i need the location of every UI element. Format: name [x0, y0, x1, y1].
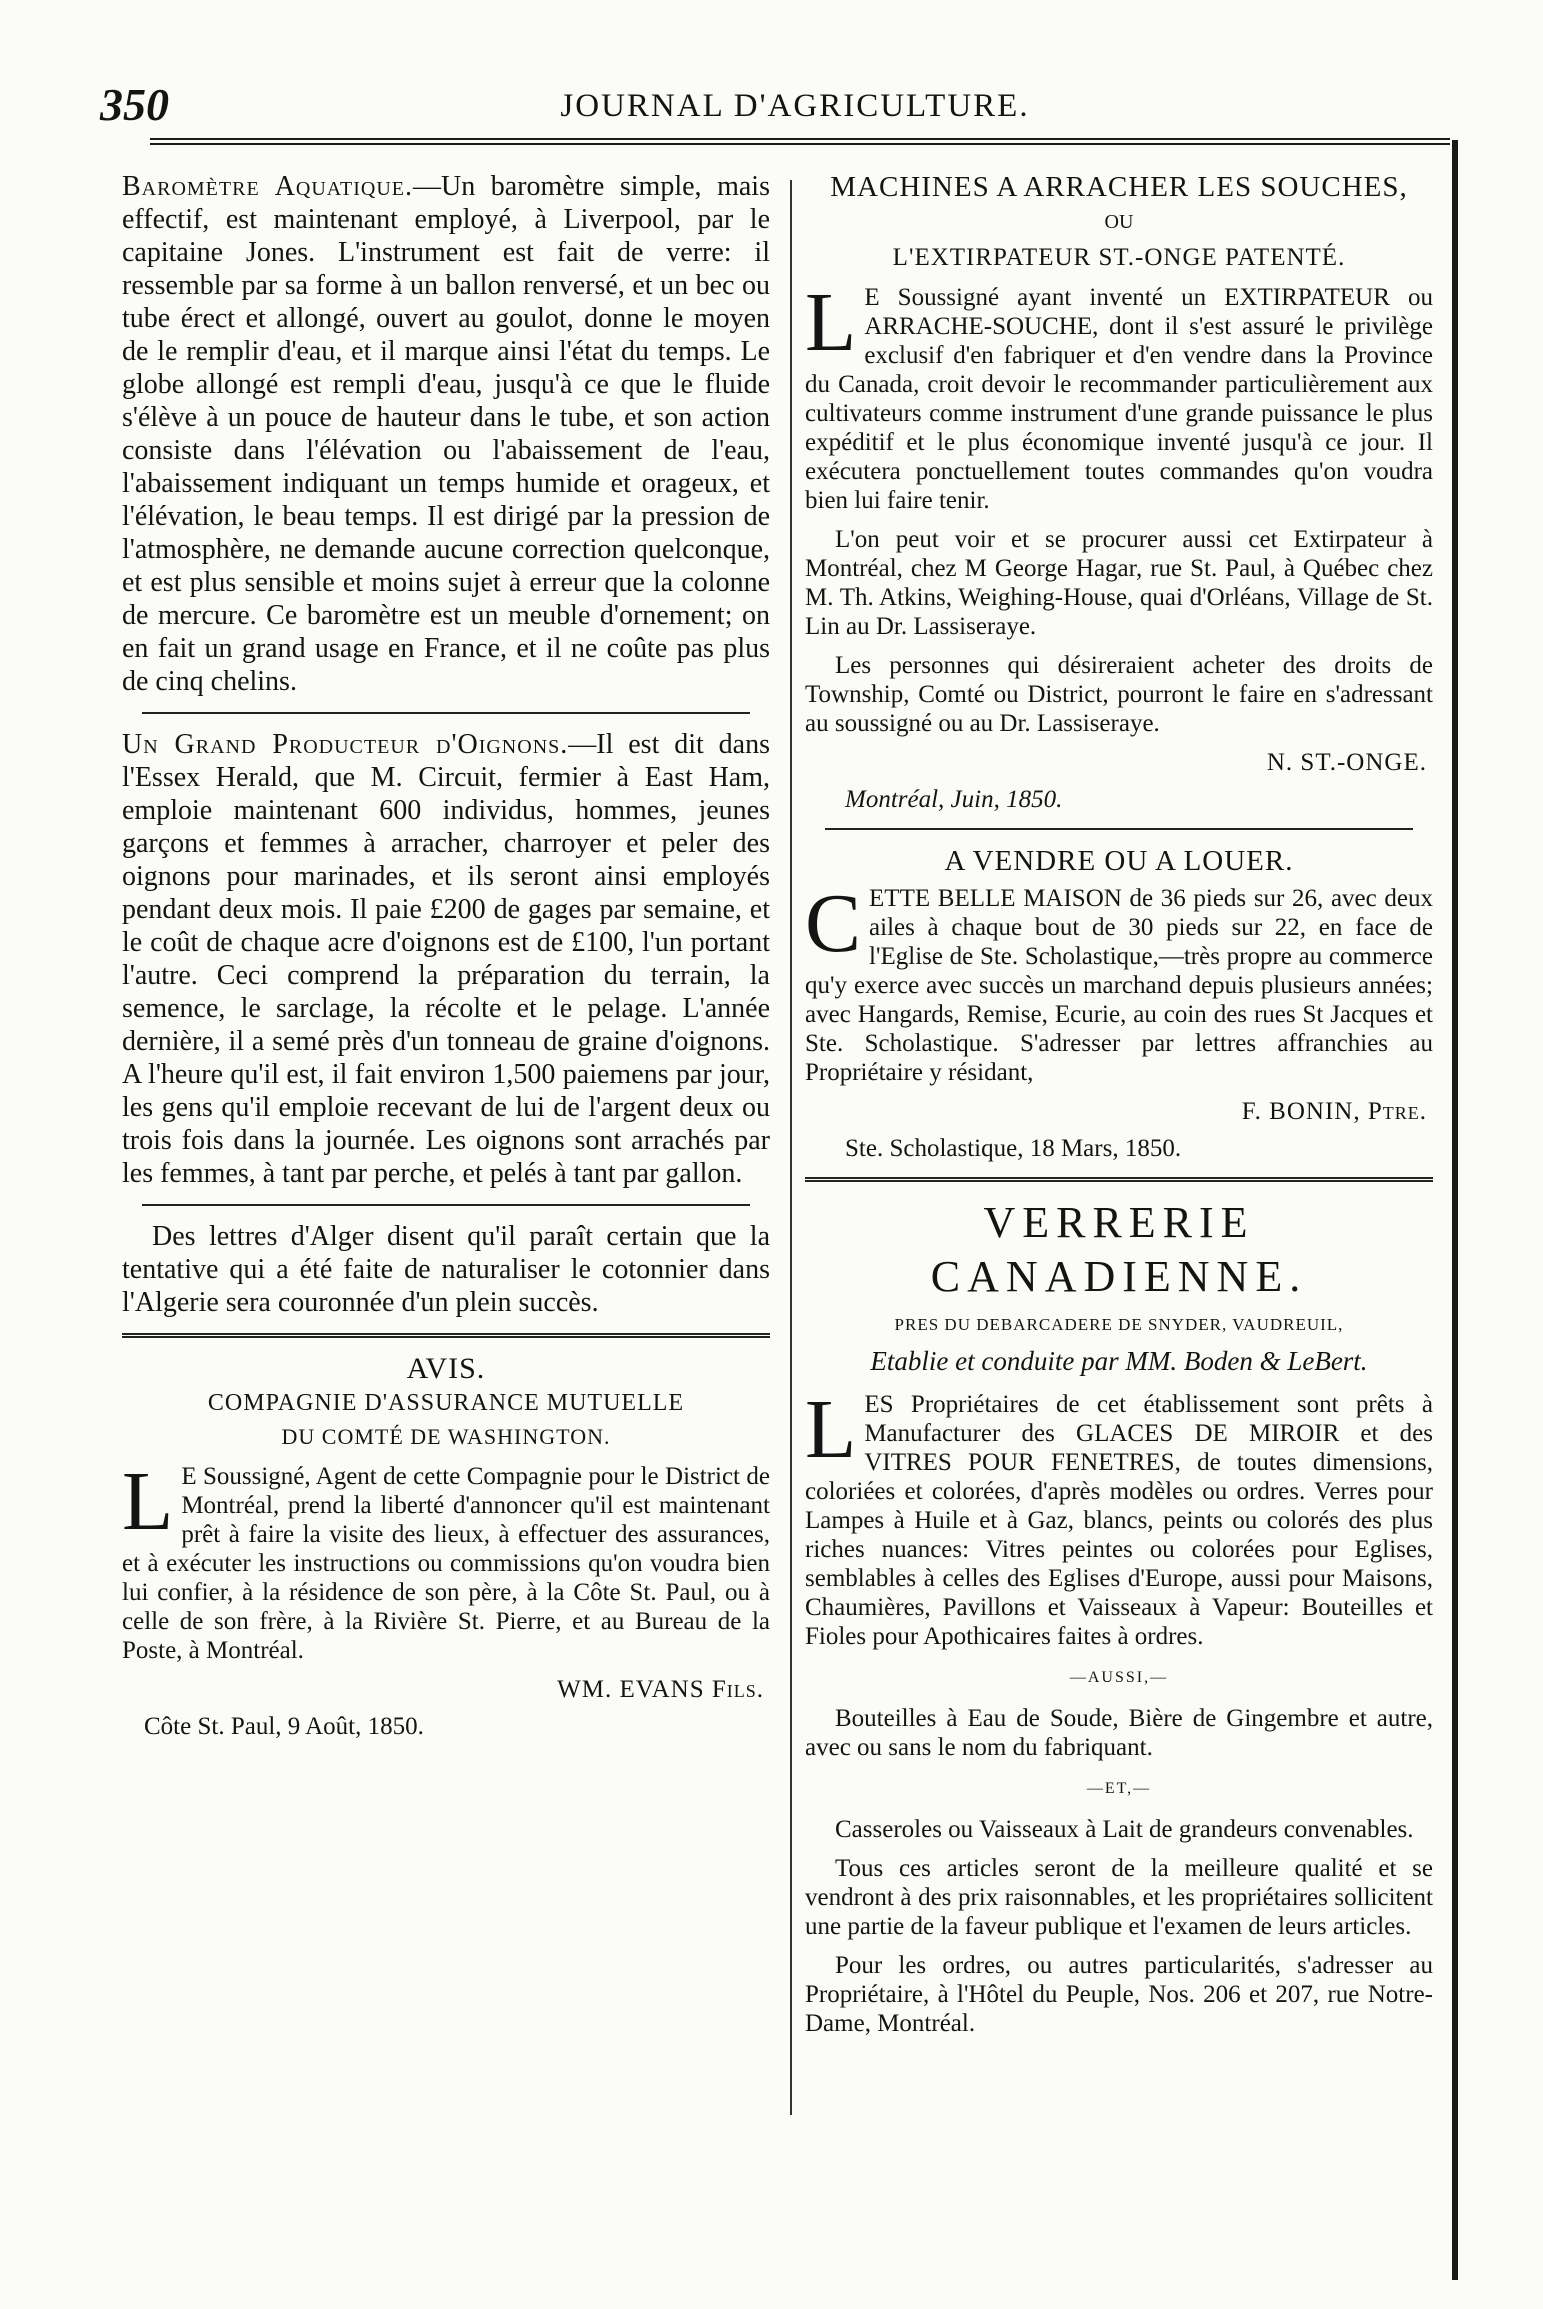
separator-double [805, 1177, 1433, 1182]
article-body: —Il est dit dans l'Essex Herald, que M. Circuit, fermier à East Ham, emploie maintenant 600 individus, hommes, jeunes garçons et femmes à arracher, charroyer et peler des oignons pour marinades, et ils seront ainsi employés pendant deux mois. Il paie £200 de gages par semaine, et le coût de chaque acre d'oignons est de £100, l'un portant l'autre. Ceci comprend la préparation du terrain, la semence, le sarclage, la récolte et le pelage. L'année dernière, il a semé près d'un tonneau de graine d'oignons. A l'heure qu'il est, il fait environ 1,500 paiemens par jour, les gens qu'il emploie recevant de lui de l'argent deux ou trois fois dans la journée. Les oignons sont arrachés par les femmes, à tant par perche, et pelés à tant par gallon. [122, 729, 770, 1189]
ad-title: MACHINES A ARRACHER LES SOUCHES, [830, 171, 1408, 203]
ad-title: A VENDRE OU A LOUER. [944, 845, 1294, 877]
drop-cap: L [805, 276, 857, 369]
ad-avis [122, 1352, 770, 1741]
ad-title: VERRERIE CANADIENNE. [930, 1198, 1308, 1301]
ad-established: Etablie et conduite par MM. Boden & LeBert. [870, 1346, 1368, 1376]
right-column [805, 170, 1433, 2048]
running-head: JOURNAL D'AGRICULTURE. [560, 88, 1030, 124]
ad-body [805, 1383, 1433, 1651]
ad-body [805, 877, 1433, 1087]
ad-connector: —AUSSI,— [1069, 1669, 1169, 1686]
ad-vendre [805, 844, 1433, 1163]
separator [825, 828, 1413, 830]
right-margin-rule [1452, 140, 1458, 2280]
drop-cap: L [122, 1455, 174, 1548]
left-column [122, 170, 770, 1751]
column-divider [790, 180, 792, 2115]
separator-double [122, 1333, 770, 1338]
drop-cap: L [805, 1383, 857, 1476]
ad-body: Bouteilles à Eau de Soude, Bière de Gingembre et autre, avec ou sans le nom du fabriquant. [805, 1705, 1433, 1761]
article-body: —Un baromètre simple, mais effectif, est maintenant employé, à Liverpool, par le capitaine Jones. L'instrument est fait de verre: il ressemble par sa forme à un ballon renversé, et un bec ou tube érect et allongé, ouvert au goulot, donne le moyen de le remplir d'eau, et il marque ainsi l'état du temps. Le globe allongé est rempli d'eau, jusqu'à ce que le fluide s'élève à un pouce de hauteur dans le tube, et son action consiste dans l'élévation ou l'abaissement de l'eau, l'abaissement indiquant un temps humide et orageux, et l'élévation, le beau temps. Il est dirigé par la pression de l'atmosphère, ne demande aucune correction quelconque, et est plus sensible et moins sujet à erreur que la colonne de mercure. Ce baromètre est un meuble d'ornement; on en fait un grand usage en France, et il ne coûte pas plus de cinq chelins. [122, 171, 770, 697]
ad-body [122, 1455, 770, 1665]
article-alger: Des lettres d'Alger disent qu'il paraît certain que la tentative qui a été faite de naturaliser le cotonnier dans l'Algerie sera couronnée d'un plein succès. [122, 1221, 770, 1318]
ad-body: Casseroles ou Vaisseaux à Lait de grandeurs convenables. [835, 1816, 1414, 1843]
ad-body: L'on peut voir et se procurer aussi cet Extirpateur à Montréal, chez M George Hagar, rue St. Paul, à Québec chez M. Th. Atkins, Weighing-House, quai d'Orléans, Village de St. Lin au Dr. Lassiseraye. [805, 526, 1433, 640]
separator [142, 712, 750, 714]
ad-date: Montréal, Juin, 1850. [845, 786, 1063, 813]
ad-location: PRES DU DEBARCADERE DE SNYDER, VAUDREUIL, [894, 1315, 1344, 1334]
drop-cap: C [805, 877, 862, 970]
ad-connector: OU [1104, 211, 1134, 233]
ad-body [805, 276, 1433, 515]
ad-date: Ste. Scholastique, 18 Mars, 1850. [845, 1135, 1182, 1162]
ad-body-text: ES Propriétaires de cet établissement sont prêts à Manufacturer des GLACES DE MIROIR et des VITRES POUR FENETRES, de toutes dimensions, coloriées et colorées, d'après modèles ou ordres. Verres pour Lampes à Huile et à Gaz, blancs, peints ou colorés des plus riches nuances: Vitres peintes ou colorées pour Eglises, semblables à celles des Eglises d'Europe, aussi pour Maisons, Chaumières, Pavillons et Vaisseaux à Vapeur: Bouteilles et Fioles pour Apothicaires faites à ordres. [805, 1391, 1433, 1650]
ad-subtitle: L'EXTIRPATEUR ST.-ONGE PATENTÉ. [892, 244, 1346, 271]
ad-signature: F. BONIN, Ptre. [1241, 1098, 1427, 1125]
ad-body: Les personnes qui désireraient acheter des droits de Township, Comté ou District, pourront le faire en s'adressant au soussigné ou au Dr. Lassiseraye. [805, 652, 1433, 737]
ad-body: Tous ces articles seront de la meilleure qualité et se vendront à des prix raisonnables, et les propriétaires sollicitent une partie de la faveur publique et l'examen de leurs articles. [805, 1855, 1433, 1940]
ad-body-text: E Soussigné ayant inventé un EXTIRPATEUR ou ARRACHE-SOUCHE, dont il s'est assuré le privilège exclusif d'en fabriquer et d'en vendre dans la Province du Canada, croit devoir le recommander particulièrement aux cultivateurs comme instrument d'une grande puissance le plus expéditif et le plus économique inventé jusqu'à ce jour. Il exécutera ponctuellement toutes commandes qu'on voudra bien lui faire tenir. [805, 284, 1433, 514]
ad-date: Côte St. Paul, 9 Août, 1850. [144, 1713, 424, 1740]
ad-body: Pour les ordres, ou autres particularités, s'adresser au Propriétaire, à l'Hôtel du Peuple, Nos. 206 et 207, rue Notre-Dame, Montréal. [805, 1952, 1433, 2037]
article-oignons [122, 728, 770, 1190]
ad-body-text: E Soussigné, Agent de cette Compagnie pour le District de Montréal, prend la liberté d'annoncer qu'il est maintenant prêt à faire la visite des lieux, à effectuer des assurances, et à exécuter les instructions ou commissions qu'on voudra bien lui confier, à la résidence de son père, à la Côte St. Paul, ou à celle de son frère, à la Rivière St. Pierre, et au Bureau de la Poste, à Montréal. [122, 1463, 770, 1664]
article-title: Un Grand Producteur d'Oignons. [122, 729, 569, 760]
article-barometre [122, 170, 770, 698]
ad-signature: WM. EVANS Fils. [557, 1676, 764, 1703]
ad-subtitle: COMPAGNIE D'ASSURANCE MUTUELLE [207, 1390, 685, 1416]
article-title: Baromètre Aquatique. [122, 171, 414, 202]
separator [142, 1204, 750, 1206]
ad-signature: N. ST.-ONGE. [1266, 749, 1427, 776]
ad-machines [805, 170, 1433, 814]
ad-verrerie [805, 1196, 1433, 2038]
ad-subtitle: DU COMTÉ DE WASHINGTON. [281, 1424, 611, 1449]
ad-connector: —ET,— [1086, 1780, 1152, 1797]
ad-title: AVIS. [406, 1352, 486, 1385]
header-rule [150, 138, 1450, 145]
page-number: 350 [100, 79, 169, 130]
ad-body-text: ETTE BELLE MAISON de 36 pieds sur 26, avec deux ailes à chaque bout de 30 pieds sur 22, en face de l'Eglise de Ste. Scholastique,—très propre au commerce qu'y exerce avec succès un marchand depuis plusieurs années; avec Hangards, Remise, Ecurie, au coin des rues St Jacques et Ste. Scholastique. S'adresser par lettres affranchies au Propriétaire y résidant, [805, 885, 1433, 1086]
